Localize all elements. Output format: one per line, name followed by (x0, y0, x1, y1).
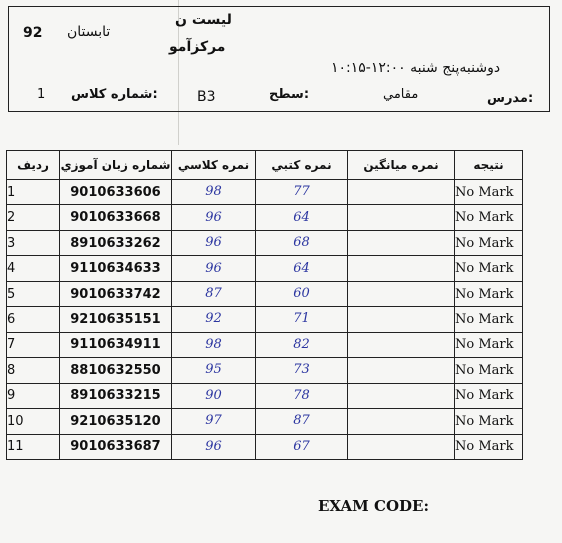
written-score: 73 (256, 358, 348, 383)
average-score (348, 230, 455, 255)
season-number: 92 (23, 25, 43, 41)
row-number: 4 (7, 256, 60, 281)
student-id: 9210635120 (60, 409, 172, 434)
schedule-text: دوشنبه‌پنج شنبه ۱۲:۰۰-۱۰:۱۵ (331, 60, 501, 76)
result: No Mark (455, 409, 523, 434)
written-score: 64 (256, 205, 348, 230)
col-header-result: نتيجه (455, 151, 523, 180)
table-row (7, 180, 523, 205)
average-score (348, 307, 455, 332)
col-header-class-score: نمره كلاسي (172, 151, 256, 180)
table-row (7, 307, 523, 332)
table-row (7, 434, 523, 459)
written-score: 71 (256, 307, 348, 332)
student-id: 9210635151 (60, 307, 172, 332)
class-number-label: شماره كلاس: (71, 87, 158, 102)
center-title: مرکزآمو (169, 39, 226, 55)
table-row (7, 409, 523, 434)
written-score: 64 (256, 256, 348, 281)
result: No Mark (455, 434, 523, 459)
class-score: 98 (172, 332, 256, 357)
grades-table (6, 150, 523, 460)
average-score (348, 180, 455, 205)
average-score (348, 332, 455, 357)
student-id: 9010633742 (60, 281, 172, 306)
table-row (7, 281, 523, 306)
table-row (7, 332, 523, 357)
class-number-value: 1 (37, 87, 46, 102)
row-number: 7 (7, 332, 60, 357)
student-id: 9110634633 (60, 256, 172, 281)
table-row (7, 383, 523, 408)
col-header-written-score: نمره كتبي (256, 151, 348, 180)
list-title: لیست ن (175, 12, 232, 28)
row-number: 5 (7, 281, 60, 306)
row-number: 6 (7, 307, 60, 332)
student-id: 9010633668 (60, 205, 172, 230)
result: No Mark (455, 383, 523, 408)
level-value: B3 (197, 89, 216, 105)
student-id: 8910633262 (60, 230, 172, 255)
table-row (7, 256, 523, 281)
written-score: 60 (256, 281, 348, 306)
average-score (348, 358, 455, 383)
written-score: 77 (256, 180, 348, 205)
col-header-row: رديف (7, 151, 60, 180)
row-number: 11 (7, 434, 60, 459)
student-id: 8910633215 (60, 383, 172, 408)
student-id: 9110634911 (60, 332, 172, 357)
header-box (8, 6, 550, 112)
student-id: 9010633687 (60, 434, 172, 459)
class-score: 96 (172, 205, 256, 230)
result: No Mark (455, 230, 523, 255)
class-score: 97 (172, 409, 256, 434)
class-score: 90 (172, 383, 256, 408)
average-score (348, 205, 455, 230)
class-score: 87 (172, 281, 256, 306)
teacher-label: مدرس: (487, 91, 534, 106)
class-score: 96 (172, 434, 256, 459)
row-number: 8 (7, 358, 60, 383)
table-row (7, 230, 523, 255)
written-score: 68 (256, 230, 348, 255)
row-number: 10 (7, 409, 60, 434)
written-score: 67 (256, 434, 348, 459)
class-score: 92 (172, 307, 256, 332)
exam-code-label: EXAM CODE: (318, 497, 429, 515)
teacher-value: مقامي (383, 87, 419, 102)
result: No Mark (455, 281, 523, 306)
written-score: 87 (256, 409, 348, 434)
student-id: 9010633606 (60, 180, 172, 205)
table-row (7, 205, 523, 230)
average-score (348, 383, 455, 408)
average-score (348, 434, 455, 459)
written-score: 82 (256, 332, 348, 357)
written-score: 78 (256, 383, 348, 408)
season-label: تابستان (67, 24, 111, 40)
class-score: 96 (172, 256, 256, 281)
average-score (348, 409, 455, 434)
class-score: 95 (172, 358, 256, 383)
average-score (348, 281, 455, 306)
result: No Mark (455, 205, 523, 230)
level-label: سطح: (269, 87, 310, 102)
result: No Mark (455, 180, 523, 205)
result: No Mark (455, 256, 523, 281)
col-header-average-score: نمره ميانگين (348, 151, 455, 180)
result: No Mark (455, 358, 523, 383)
result: No Mark (455, 307, 523, 332)
class-score: 98 (172, 180, 256, 205)
col-header-student-id: شماره زبان آموزي (60, 151, 172, 180)
row-number: 3 (7, 230, 60, 255)
table-header-row (7, 151, 523, 180)
student-id: 8810632550 (60, 358, 172, 383)
row-number: 9 (7, 383, 60, 408)
average-score (348, 256, 455, 281)
table-row (7, 358, 523, 383)
row-number: 2 (7, 205, 60, 230)
row-number: 1 (7, 180, 60, 205)
class-score: 96 (172, 230, 256, 255)
result: No Mark (455, 332, 523, 357)
